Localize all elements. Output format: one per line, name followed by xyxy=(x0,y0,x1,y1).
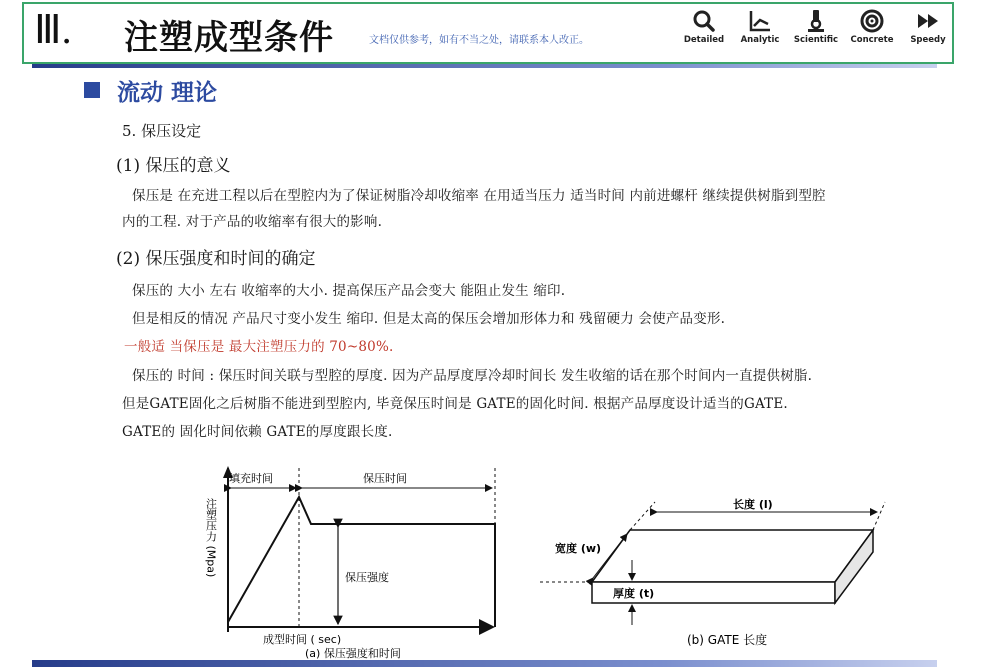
paragraph-line: GATE的 固化时间依赖 GATE的厚度跟长度. xyxy=(122,424,393,440)
paragraph-line: 但是相反的情况 产品尺寸变小发生 缩印. 但是太高的保压会增加形体力和 残留硬力 会使产品变形. xyxy=(132,311,726,327)
length-guide-left xyxy=(630,502,655,530)
section-bullet xyxy=(84,82,100,98)
hold-time-label: 保压时间 xyxy=(363,472,407,485)
subsection-heading: 5. 保压设定 xyxy=(122,122,202,140)
hold-pressure-label: 保压强度 xyxy=(345,571,389,584)
nav-item-concrete[interactable] xyxy=(844,8,900,45)
fast-forward-icon xyxy=(915,8,941,34)
microscope-icon xyxy=(803,8,829,34)
nav-label: Analytic xyxy=(740,35,780,45)
pressure-curve xyxy=(228,497,495,627)
fill-time-label: 填充时间 xyxy=(229,472,273,485)
paragraph-line: 但是GATE固化之后树脂不能进到型腔内, 毕竟保压时间是 GATE的固化时间. 根据产品厚度设计适当的GATE. xyxy=(122,396,788,412)
thickness-label: 厚度 (t) xyxy=(613,587,655,600)
footer-divider xyxy=(32,660,937,667)
length-label: 长度 (l) xyxy=(733,498,773,511)
paragraph-line: 保压的 时间 : 保压时间关联与型腔的厚度. 因为产品厚度厚冷却时间长 发生收缩的话在那个时间内一直提供树脂. xyxy=(132,368,813,384)
header-bar xyxy=(22,2,954,64)
figure-gate-length xyxy=(535,490,895,650)
heading-meaning: (1) 保压的意义 xyxy=(116,156,231,176)
nav-label: Speedy xyxy=(910,35,946,45)
gate-top-face xyxy=(592,530,873,582)
paragraph-line: 保压的 大小 左右 收缩率的大小. 提高保压产品会变大 能阻止发生 缩印. xyxy=(132,283,566,299)
nav-label: Detailed xyxy=(683,35,725,45)
nav-item-detailed[interactable] xyxy=(676,8,732,45)
figure-caption: (a) 保压强度和时间 xyxy=(305,647,401,660)
chapter-title: 注塑成型条件 xyxy=(124,18,334,58)
nav-icons xyxy=(676,8,956,45)
nav-label: Concrete xyxy=(850,35,894,45)
width-label: 宽度 (w) xyxy=(555,542,602,555)
line-chart-icon xyxy=(747,8,773,34)
nav-item-scientific[interactable] xyxy=(788,8,844,45)
nav-item-analytic[interactable] xyxy=(732,8,788,45)
y-axis-label: 注塑压力 (Mpa) xyxy=(204,498,218,578)
figure-hold-pressure xyxy=(195,460,515,660)
paragraph-line: 保压是 在充进工程以后在型腔内为了保证树脂冷却收缩率 在用适当压力 适当时间 内前进螺杆 继续提供树脂到型腔 xyxy=(132,188,826,204)
highlight-line: 一般适 当保压是 最大注塑压力的 70~80%. xyxy=(124,339,394,355)
nav-label: Scientific xyxy=(793,35,839,45)
nav-item-speedy[interactable] xyxy=(900,8,956,45)
target-icon xyxy=(859,8,885,34)
figure-caption: (b) GATE 长度 xyxy=(687,633,768,647)
disclaimer-text: 文档仅供参考，如有不当之处，请联系本人改正。 xyxy=(369,35,589,46)
section-title: 流动 理论 xyxy=(117,80,218,106)
chapter-number: Ⅲ. xyxy=(34,7,72,52)
header-divider xyxy=(32,64,937,68)
magnifier-icon xyxy=(691,8,717,34)
paragraph-line: 内的工程. 对于产品的收缩率有很大的影响. xyxy=(122,214,383,230)
length-guide-right xyxy=(873,502,885,530)
x-axis-label: 成型时间 ( sec) xyxy=(263,633,342,646)
heading-determination: (2) 保压强度和时间的确定 xyxy=(116,249,316,269)
